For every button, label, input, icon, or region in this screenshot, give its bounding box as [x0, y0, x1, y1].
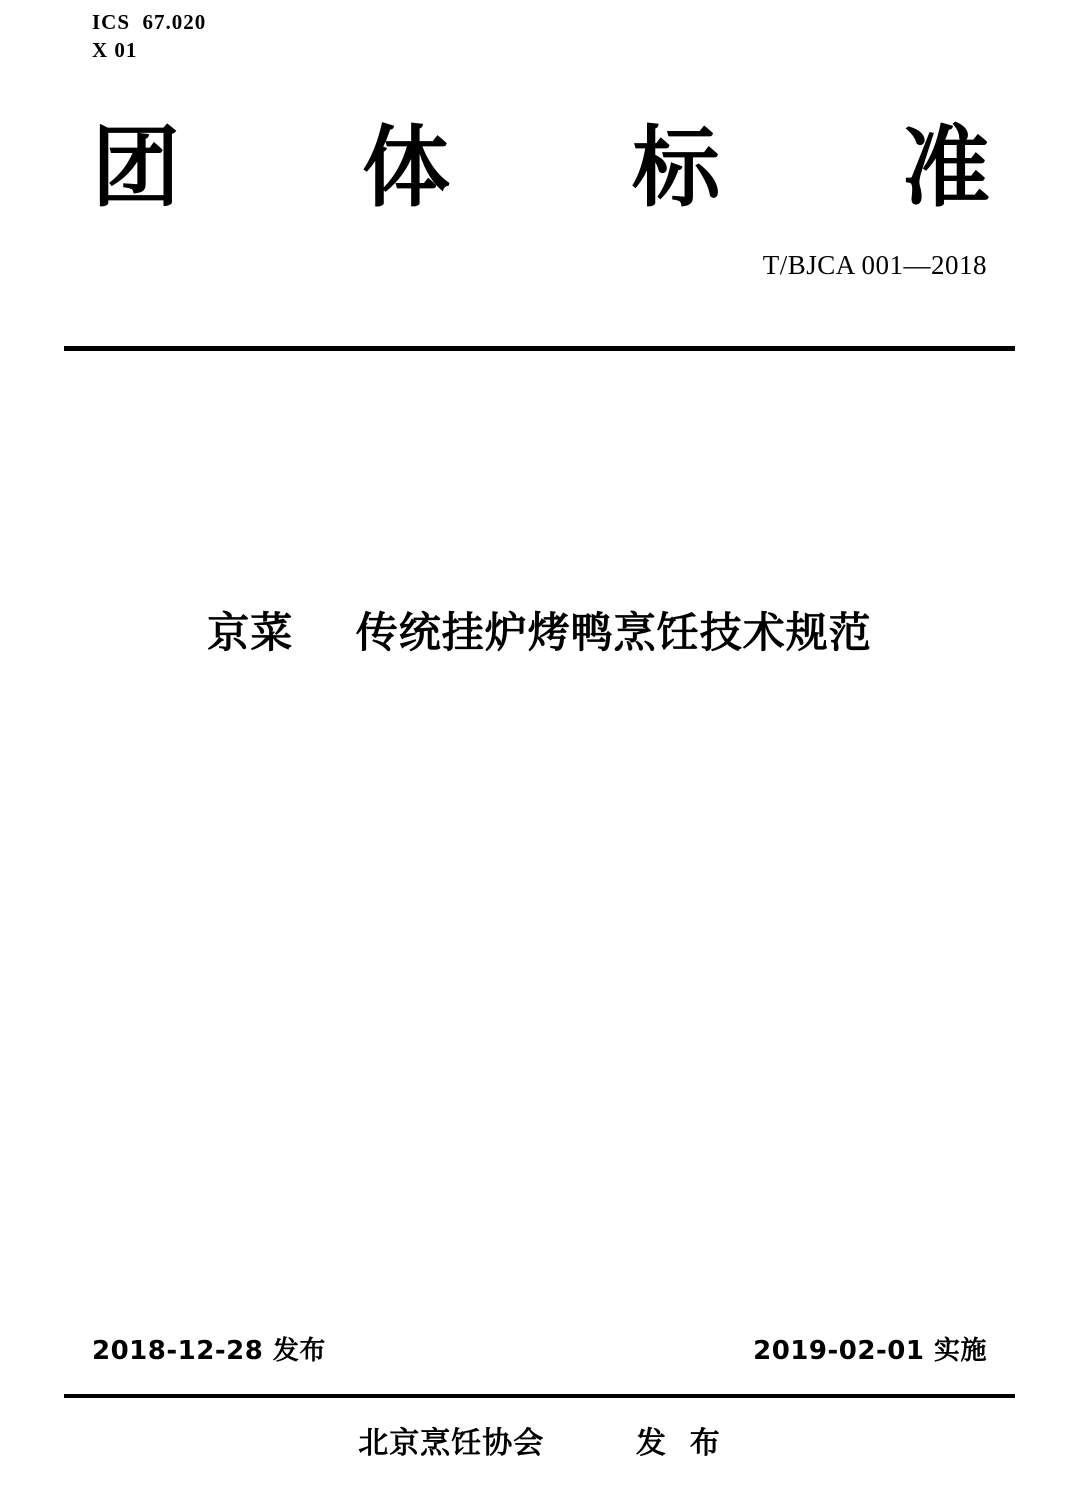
page-title: 京菜 传统挂炉烤鸭烹饪技术规范	[207, 608, 872, 657]
ics-code: ICS 67.020	[92, 10, 207, 34]
standard-type-char-1: 团	[92, 116, 181, 219]
standard-number: T/BJCA 001—2018	[762, 250, 987, 280]
classification-code: X 01	[92, 38, 138, 62]
standard-type-heading	[92, 118, 990, 218]
issue-date: 2018-12-28 发布	[92, 1336, 326, 1366]
footer-divider	[64, 1394, 1015, 1398]
ics-block	[92, 8, 206, 64]
standard-type-char-2: 体	[361, 116, 450, 219]
standard-type-char-4: 准	[901, 116, 990, 219]
header-divider	[64, 346, 1015, 351]
dates-row	[92, 1330, 987, 1367]
standard-type-char-3: 标	[631, 116, 720, 219]
effective-date: 2019-02-01 实施	[753, 1336, 987, 1366]
publisher-line: 北京烹饪协会 发 布	[358, 1426, 721, 1461]
